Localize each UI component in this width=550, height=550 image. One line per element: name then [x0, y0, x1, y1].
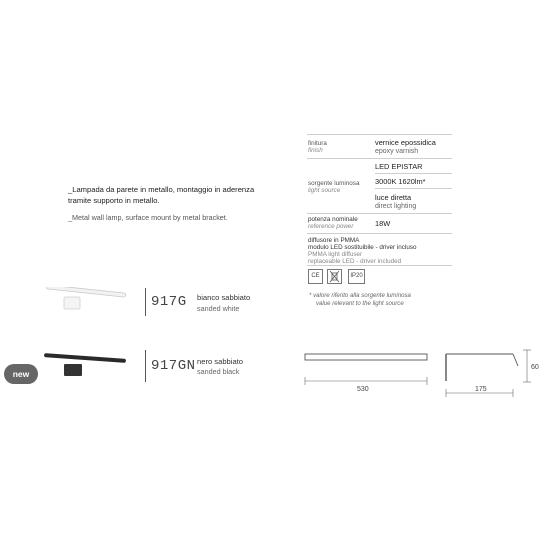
black-lamp-image: [40, 352, 130, 382]
finish-italian-917gn: nero sabbiato: [197, 357, 244, 366]
light-source-label-it: sorgente luminosa: [308, 180, 360, 187]
diffuser-line-1: diffusore in PMMA: [308, 237, 360, 244]
white-lamp-image: [40, 287, 130, 311]
weee-bin-icon: [327, 269, 342, 284]
spec-rule: [375, 173, 452, 174]
diffuser-line-2: modulo LED sostituibile - driver incluso: [308, 244, 417, 251]
note-english: value relevant to the light source: [316, 300, 404, 307]
divider: [145, 350, 146, 382]
technical-drawing: [303, 348, 543, 408]
diffuser-line-3: PMMA light diffuser: [308, 251, 363, 258]
light-direction-en: direct lighting: [375, 203, 417, 210]
description-italian: _Lampada da parete in metallo, montaggio in aderenza tramite supporto in metallo.: [68, 185, 255, 205]
dimension-depth: 175: [475, 386, 487, 393]
finish-label-en: finish: [308, 147, 323, 154]
dimension-height: 60: [531, 364, 539, 371]
diffuser-line-4: replaceable LED - driver included: [308, 258, 402, 265]
product-code-917gn: 917GN: [151, 358, 196, 374]
spec-rule: [307, 134, 452, 135]
new-badge: new: [4, 364, 38, 384]
product-code-917g: 917G: [151, 294, 187, 310]
ce-mark-icon: CE: [308, 269, 323, 284]
power-value: 18W: [375, 219, 391, 228]
power-label-en: reference power: [308, 223, 354, 230]
divider: [145, 288, 146, 316]
light-source-label-en: light source: [308, 187, 341, 194]
dimension-width: 530: [357, 386, 369, 393]
spec-rule: [307, 265, 452, 266]
spec-rule: [307, 233, 452, 234]
note-italian: * valore riferito alla sorgente luminosa: [309, 292, 411, 299]
description-english: _Metal wall lamp, surface mount by metal bracket.: [68, 213, 228, 222]
finish-english-917gn: sanded black: [197, 367, 240, 376]
light-source-value-1: LED EPISTAR: [375, 162, 423, 171]
finish-label-it: finitura: [308, 140, 327, 147]
finish-english-917g: sanded white: [197, 304, 240, 313]
finish-italian-917g: bianco sabbiato: [197, 293, 251, 302]
spec-rule: [307, 158, 452, 159]
light-direction-it: luce diretta: [375, 193, 412, 202]
spec-rule: [375, 188, 452, 189]
power-label-it: potenza nominale: [308, 216, 358, 223]
finish-value-en: epoxy varnish: [375, 148, 419, 155]
light-source-value-2: 3000K 1620lm*: [375, 177, 426, 186]
ip20-icon: IP20: [348, 269, 365, 284]
spec-rule: [307, 213, 452, 214]
finish-value-it: vernice epossidica: [375, 138, 436, 147]
